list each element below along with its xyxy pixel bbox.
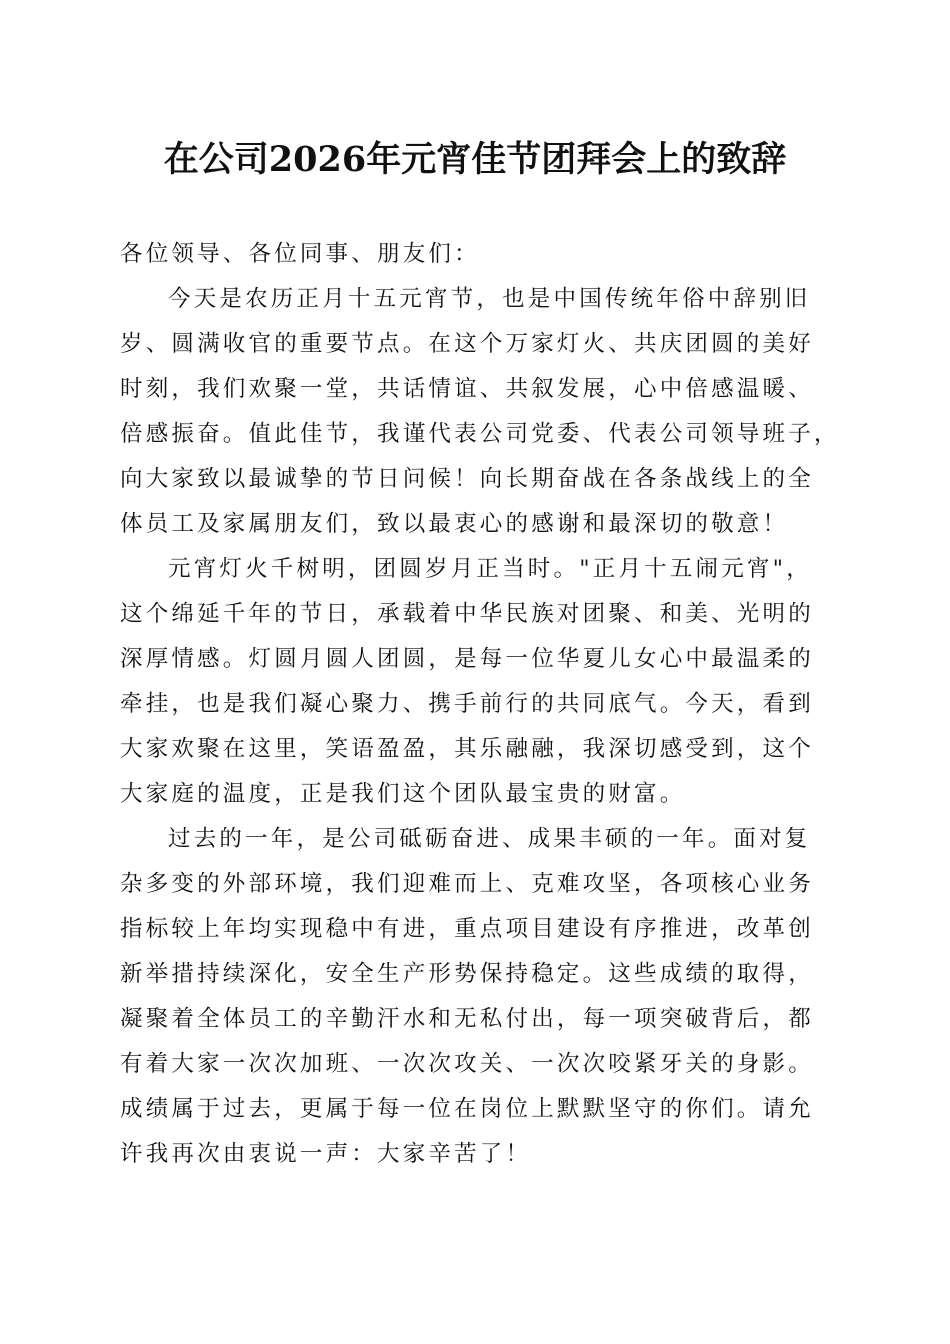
paragraph-line: 体员工及家属朋友们，致以最衷心的感谢和最深切的敬意！ xyxy=(120,511,789,537)
document-body xyxy=(120,232,840,1177)
paragraph-line: 凝聚着全体员工的辛勤汗水和无私付出，每一项突破背后，都 xyxy=(120,1006,814,1032)
paragraph-line: 今天是农历正月十五元宵节，也是中国传统年俗中辞别旧 xyxy=(168,286,811,312)
paragraph-line: 杂多变的外部环境，我们迎难而上、克难攻坚，各项核心业务 xyxy=(120,871,814,897)
paragraph-line: 新举措持续深化，安全生产形势保持稳定。这些成绩的取得， xyxy=(120,961,814,987)
paragraph-line: 岁、圆满收官的重要节点。在这个万家灯火、共庆团圆的美好 xyxy=(120,331,814,357)
paragraph-line: 倍感振奋。值此佳节，我谨代表公司党委、代表公司领导班子， xyxy=(120,421,840,447)
paragraph-line: 过去的一年，是公司砥砺奋进、成果丰硕的一年。面对复 xyxy=(168,826,811,852)
page-title: 在公司2026年元宵佳节团拜会上的致辞 xyxy=(163,139,787,180)
paragraph-line: 这个绵延千年的节日，承载着中华民族对团聚、和美、光明的 xyxy=(120,601,814,627)
paragraph-line: 成绩属于过去，更属于每一位在岗位上默默坚守的你们。请允 xyxy=(120,1096,814,1122)
paragraph-line: 大家欢聚在这里，笑语盈盈，其乐融融，我深切感受到，这个 xyxy=(120,736,814,762)
salutation: 各位领导、各位同事、朋友们： xyxy=(120,241,480,267)
paragraph-line: 元宵灯火千树明，团圆岁月正当时。"正月十五闹元宵"， xyxy=(168,556,812,582)
paragraph-line: 牵挂，也是我们凝心聚力、携手前行的共同底气。今天，看到 xyxy=(120,691,814,717)
paragraph-line: 有着大家一次次加班、一次次攻关、一次次咬紧牙关的身影。 xyxy=(120,1051,814,1077)
paragraph-line: 指标较上年均实现稳中有进，重点项目建设有序推进，改革创 xyxy=(120,916,814,942)
paragraph-2 xyxy=(120,547,832,817)
paragraph-3 xyxy=(120,817,832,1177)
paragraph-line: 向大家致以最诚挚的节日问候！向长期奋战在各条战线上的全 xyxy=(120,466,814,492)
paragraph-1 xyxy=(120,277,840,547)
paragraph-line: 许我再次由衷说一声：大家辛苦了！ xyxy=(120,1141,532,1167)
paragraph-line: 深厚情感。灯圆月圆人团圆，是每一位华夏儿女心中最温柔的 xyxy=(120,646,814,672)
paragraph-line: 大家庭的温度，正是我们这个团队最宝贵的财富。 xyxy=(120,781,686,807)
paragraph-line: 时刻，我们欢聚一堂，共话情谊、共叙发展，心中倍感温暖、 xyxy=(120,376,814,402)
